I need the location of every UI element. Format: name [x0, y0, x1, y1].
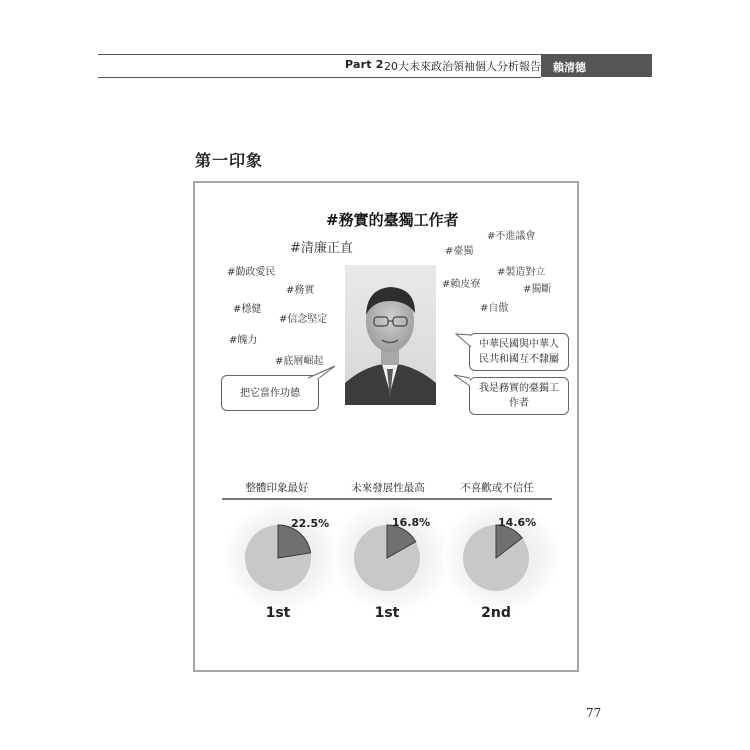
percent-label: 14.6% — [498, 516, 537, 529]
tag-left: #魄力 — [229, 335, 258, 346]
tag-left: #勤政愛民 — [227, 267, 276, 278]
tag-left: #清廉正直 — [290, 241, 353, 256]
percent-label: 16.8% — [392, 516, 431, 529]
category-rule — [222, 498, 552, 500]
rank-label: 1st — [265, 605, 291, 621]
tag-right: #製造對立 — [497, 267, 546, 278]
category-label: 整體印象最好 — [245, 482, 309, 494]
speech-bubble-right-2 — [469, 377, 569, 415]
rank-label: 2nd — [481, 605, 511, 621]
percent-label: 22.5% — [291, 517, 330, 530]
bubble-tail — [455, 333, 473, 349]
tag-left: #穩健 — [233, 304, 262, 315]
pie-chart-overall — [243, 523, 313, 593]
page-number: 77 — [586, 706, 602, 720]
tag-right: #賴皮寮 — [442, 279, 481, 290]
bubble-text: 民共和國互不隸屬 — [479, 354, 559, 365]
tag-right: #臺獨 — [445, 246, 474, 257]
portrait-photo — [345, 265, 436, 405]
header-part: Part 2 — [345, 58, 384, 71]
tag-right: #獨斷 — [523, 284, 552, 295]
bubble-text: 中華民國與中華人 — [479, 339, 559, 350]
bubble-tail — [453, 374, 471, 388]
header-name-badge: 賴清德 — [541, 55, 652, 77]
main-tag: #務實的臺獨工作者 — [326, 211, 459, 229]
speech-bubble-right-1 — [469, 333, 569, 371]
first-impression-panel — [193, 181, 579, 672]
category-label: 未來發展性最高 — [351, 482, 425, 494]
header-underline — [98, 77, 541, 78]
bubble-text: 作者 — [509, 398, 529, 409]
speech-bubble-left — [221, 375, 319, 411]
tag-left: #信念堅定 — [279, 314, 328, 325]
rank-label: 1st — [374, 605, 400, 621]
section-title: 第一印象 — [195, 151, 264, 170]
tag-left: #底層崛起 — [275, 356, 324, 367]
tag-right: #自傲 — [480, 303, 509, 314]
tag-left: #務實 — [286, 285, 315, 296]
pie-chart-distrust — [461, 523, 531, 593]
bubble-text: 把它當作功德 — [240, 388, 300, 399]
bubble-tail — [307, 365, 337, 379]
tag-right: #不進議會 — [487, 231, 536, 242]
header-title: 20大未來政治領袖個人分析報告 — [384, 60, 541, 73]
bubble-text: 我是務實的臺獨工 — [479, 383, 559, 394]
category-label: 不喜歡或不信任 — [460, 482, 534, 494]
pie-chart-potential — [352, 523, 422, 593]
